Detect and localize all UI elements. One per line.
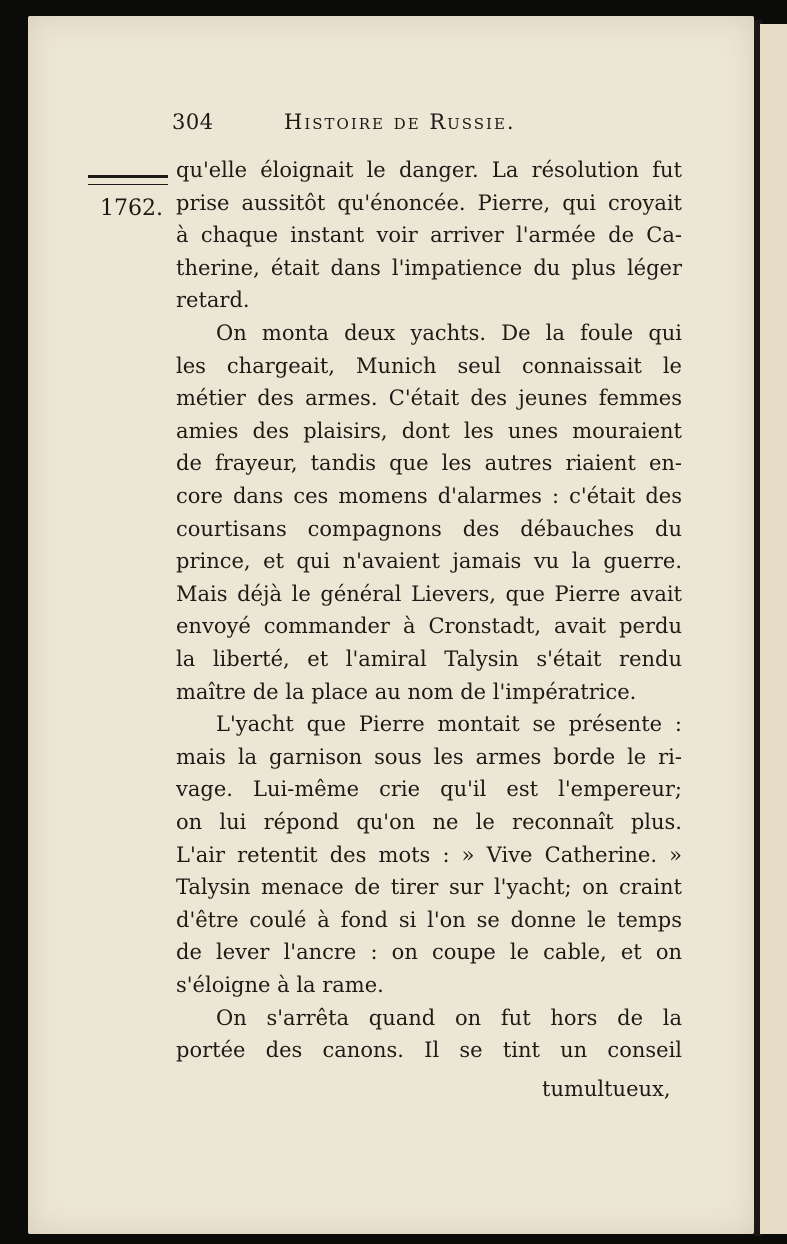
text-line: les chargeait, Munich seul connaissait le [176, 353, 682, 378]
text-line: prince, et qui n'avaient jamais vu la guerre. [176, 549, 682, 574]
text-line: portée des canons. Il se tint un conseil [176, 1038, 682, 1063]
text-line: de frayeur, tandis que les autres riaient en- [176, 451, 682, 476]
text-line: s'éloigne à la rame. [176, 973, 384, 997]
text-line: mais la garnison sous les armes borde le ri- [176, 744, 682, 769]
text-line: L'air retentit des mots : » Vive Catherine. » [176, 842, 682, 867]
text-line: maître de la place au nom de l'impératrice. [176, 679, 637, 704]
text-line: On monta deux yachts. De la foule qui [216, 321, 682, 345]
text-line: retard. [176, 288, 250, 313]
margin-year-note: 1762. [100, 196, 163, 221]
text-line: courtisans compagnons des débauches du [176, 516, 682, 541]
facing-page-edge [760, 24, 787, 1234]
running-title: Histoire de Russie. [284, 110, 516, 134]
text-line: Talysin menace de tirer sur l'yacht; on craint [176, 875, 682, 900]
text-line: qu'elle éloignait le danger. La résolution fut [176, 158, 682, 182]
text-line: d'être coulé à fond si l'on se donne le temps [176, 907, 682, 932]
text-line: métier des armes. C'était des jeunes femmes [176, 386, 682, 411]
text-line: de lever l'ancre : on coupe le cable, et on [176, 940, 682, 965]
text-line: vage. Lui-même crie qu'il est l'empereur; [176, 777, 682, 802]
text-line: à chaque instant voir arriver l'armée de Ca- [176, 223, 682, 248]
text-line: L'yacht que Pierre montait se présente : [216, 712, 682, 737]
text-line: therine, était dans l'impatience du plus léger [176, 255, 682, 280]
continuation-rule [88, 175, 168, 185]
text-line: Mais déjà le général Lievers, que Pierre avait [176, 581, 682, 606]
page-number: 304 [172, 110, 214, 134]
text-line: la liberté, et l'amiral Talysin s'était rendu [176, 647, 682, 671]
text-line: prise aussitôt qu'énoncée. Pierre, qui croyait [176, 190, 682, 215]
text-line: On s'arrêta quand on fut hors de la [216, 1005, 682, 1030]
catchword: tumultueux, [542, 1077, 671, 1101]
page-header [172, 110, 592, 144]
text-line: core dans ces momens d'alarmes : c'était des [176, 484, 682, 508]
text-line: envoyé commander à Cronstadt, avait perdu [176, 614, 682, 639]
text-line: on lui répond qu'on ne le reconnaît plus. [176, 810, 682, 834]
text-line: amies des plaisirs, dont les unes mouraient [176, 418, 682, 443]
